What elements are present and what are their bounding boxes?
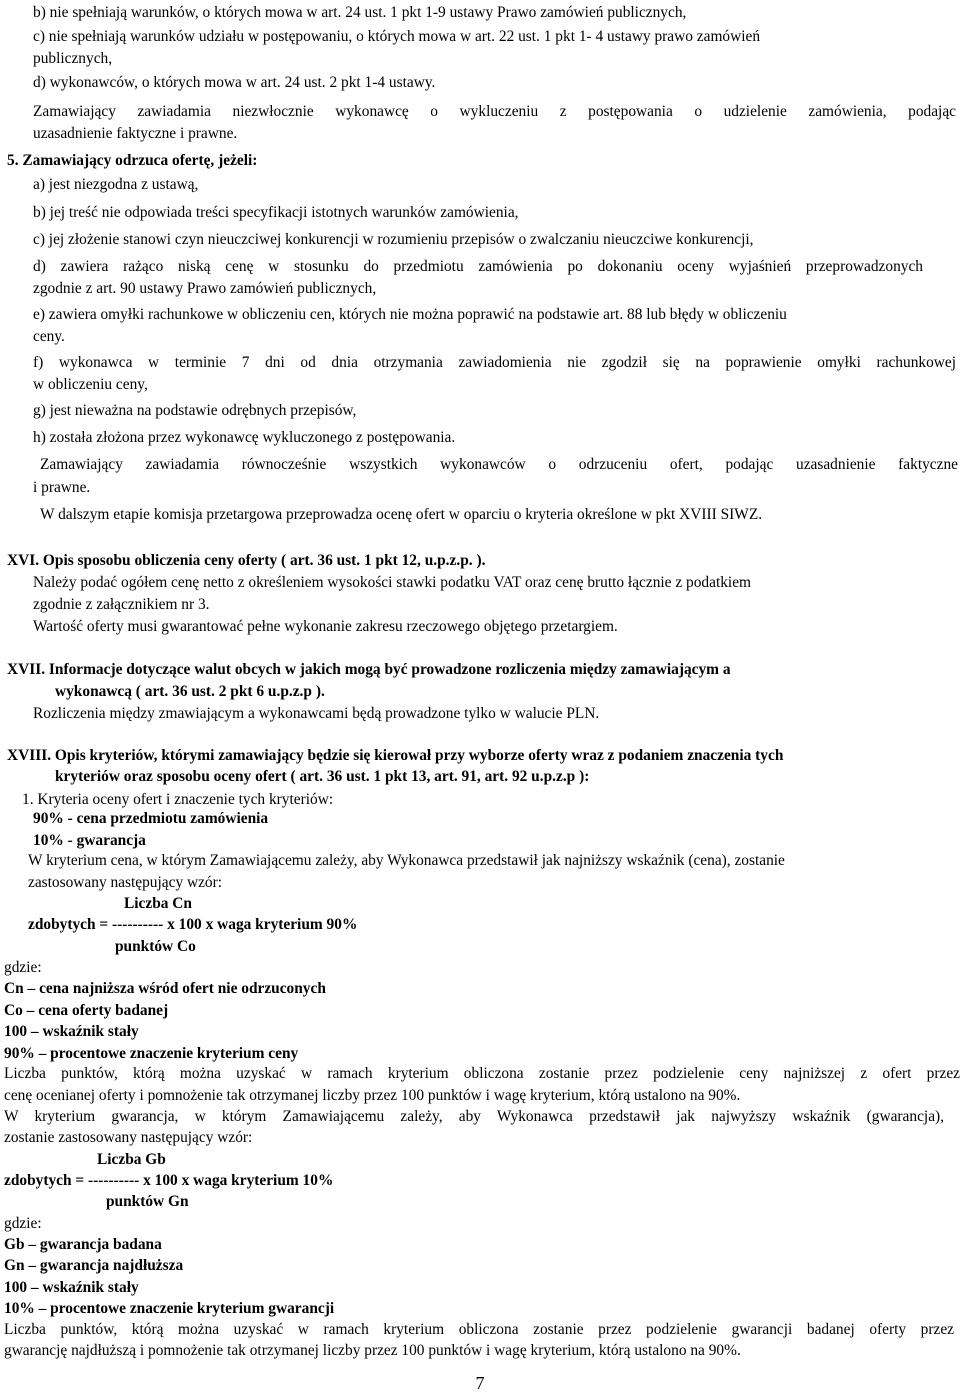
list-item: zgodnie z art. 90 ustawy Prawo zamówień publicznych, — [33, 280, 377, 297]
list-item: d) zawiera rażąco niską cenę w stosunku do przedmiotu zamówienia po dokonaniu oceny wyjaśnień przeprowadzonych — [33, 258, 923, 275]
text-line: 10% - gwarancja — [33, 832, 146, 849]
formula-line: punktów Co — [115, 938, 196, 955]
text-line: Gb – gwarancja badana — [4, 1236, 162, 1253]
text-line: Liczba punktów, którą można uzyskać w ramach kryterium obliczona zostanie przez podzielenie ceny najniższej z ofert przez — [4, 1065, 960, 1082]
section-heading: kryteriów oraz sposobu oceny ofert ( art. 36 ust. 1 pkt 13, art. 91, art. 92 u.p.z.p ): — [55, 768, 590, 785]
list-item: g) jest nieważna na podstawie odrębnych przepisów, — [33, 402, 357, 419]
text-line: 10% – procentowe znaczenie kryterium gwarancji — [4, 1300, 335, 1317]
text-line: b) nie spełniają warunków, o których mowa w art. 24 ust. 1 pkt 1-9 ustawy Prawo zamówień publicznych, — [33, 4, 687, 21]
text-line: publicznych, — [33, 50, 113, 67]
text-line: Liczba punktów, którą można uzyskać w ramach kryterium obliczona zostanie przez podzielenie gwarancji badanej oferty przez — [4, 1321, 954, 1338]
text-line: Co – cena oferty badanej — [4, 1002, 169, 1019]
list-item: a) jest niezgodna z ustawą, — [33, 176, 199, 193]
section-heading: 5. Zamawiający odrzuca ofertę, jeżeli: — [7, 152, 258, 169]
text-line: 100 – wskaźnik stały — [4, 1023, 139, 1040]
section-heading: XVI. Opis sposobu obliczenia ceny oferty ( art. 36 ust. 1 pkt 12, u.p.z.p. ). — [7, 552, 486, 569]
text-line: Rozliczenia między zmawiającym a wykonawcami będą prowadzone tylko w walucie PLN. — [33, 705, 600, 722]
list-item: f) wykonawca w terminie 7 dni od dnia otrzymania zawiadomienia nie zgodził się na poprawienie omyłki rachunkowej — [33, 354, 956, 371]
text-line: W kryterium gwarancja, w którym Zamawiającemu zależy, aby Wykonawca przedstawił jak najwyższy wskaźnik (gwarancja), — [4, 1108, 944, 1125]
formula-line: zdobytych = ---------- x 100 x waga kryterium 10% — [4, 1172, 334, 1189]
text-line: Zamawiający zawiadamia równocześnie wszystkich wykonawców o odrzuceniu ofert, podając uzasadnienie faktyczne — [40, 456, 958, 473]
text-line: c) nie spełniają warunków udziału w postępowaniu, o których mowa w art. 22 ust. 1 pkt 1- 4 ustawy prawo zamówień — [33, 28, 761, 45]
formula-line: Liczba Gb — [97, 1151, 166, 1168]
text-line: 90% - cena przedmiotu zamówienia — [33, 810, 269, 827]
list-item: ceny. — [33, 328, 65, 345]
section-heading: wykonawcą ( art. 36 ust. 2 pkt 6 u.p.z.p ). — [55, 683, 325, 700]
text-line: 100 – wskaźnik stały — [4, 1279, 139, 1296]
text-line: gdzie: — [4, 959, 42, 976]
list-item: e) zawiera omyłki rachunkowe w obliczeniu cen, których nie można poprawić na podstawie art. 88 lub błędy w obliczeniu — [33, 306, 787, 323]
text-line: zostanie zastosowany następujący wzór: — [4, 1129, 253, 1146]
text-line: zastosowany następujący wzór: — [28, 874, 223, 891]
text-line: uzasadnienie faktyczne i prawne. — [33, 125, 238, 142]
text-line: Gn – gwarancja najdłuższa — [4, 1257, 184, 1274]
text-line: Cn – cena najniższa wśród ofert nie odrzuconych — [4, 980, 326, 997]
list-item: 1. Kryteria oceny ofert i znaczenie tych kryteriów: — [22, 791, 334, 808]
text-line: W kryterium cena, w którym Zamawiającemu zależy, aby Wykonawca przedstawił jak najniższy wskaźnik (cena), zostanie — [28, 852, 785, 869]
text-line: Zamawiający zawiadamia niezwłocznie wykonawcę o wykluczeniu z postępowania o udzielenie zamówienia, podając — [33, 103, 956, 120]
text-line: Wartość oferty musi gwarantować pełne wykonanie zakresu rzeczowego objętego przetargiem. — [33, 618, 618, 635]
list-item: w obliczeniu ceny, — [33, 376, 148, 393]
list-item: h) została złożona przez wykonawcę wykluczonego z postępowania. — [33, 429, 456, 446]
formula-line: punktów Gn — [106, 1193, 189, 1210]
text-line: d) wykonawców, o których mowa w art. 24 ust. 2 pkt 1-4 ustawy. — [33, 74, 436, 91]
text-line: gdzie: — [4, 1215, 42, 1232]
section-heading: XVIII. Opis kryteriów, którymi zamawiający będzie się kierował przy wyborze oferty wraz z podaniem znaczenia tych — [7, 747, 784, 764]
text-line: Należy podać ogółem cenę netto z określeniem wysokości stawki podatku VAT oraz cenę brutto łącznie z podatkiem — [33, 574, 751, 591]
text-line: gwarancję najdłuższą i pomnożenie tak otrzymanej liczby przez 100 punktów i wagę kryterium, którą ustalono na 90%. — [4, 1342, 741, 1359]
text-line: zgodnie z załącznikiem nr 3. — [33, 596, 210, 613]
text-line: i prawne. — [33, 479, 91, 496]
text-line: W dalszym etapie komisja przetargowa przeprowadza ocenę ofert w oparciu o kryteria określone w pkt XVIII SIWZ. — [40, 506, 763, 523]
section-heading: XVII. Informacje dotyczące walut obcych w jakich mogą być prowadzone rozliczenia między zamawiającym a — [7, 661, 731, 678]
list-item: b) jej treść nie odpowiada treści specyfikacji istotnych warunków zamówienia, — [33, 204, 519, 221]
page-number: 7 — [475, 1373, 485, 1393]
text-line: 90% – procentowe znaczenie kryterium ceny — [4, 1045, 299, 1062]
list-item: c) jej złożenie stanowi czyn nieuczciwej konkurencji w rozumieniu przepisów o zwalczaniu nieuczciwe konkurencji, — [33, 231, 754, 248]
formula-line: Liczba Cn — [124, 895, 192, 912]
formula-line: zdobytych = ---------- x 100 x waga kryterium 90% — [28, 916, 358, 933]
text-line: cenę ocenianej oferty i pomnożenie tak otrzymanej liczby przez 100 punktów i wagę kryterium, którą ustalono na 90%. — [4, 1087, 741, 1104]
